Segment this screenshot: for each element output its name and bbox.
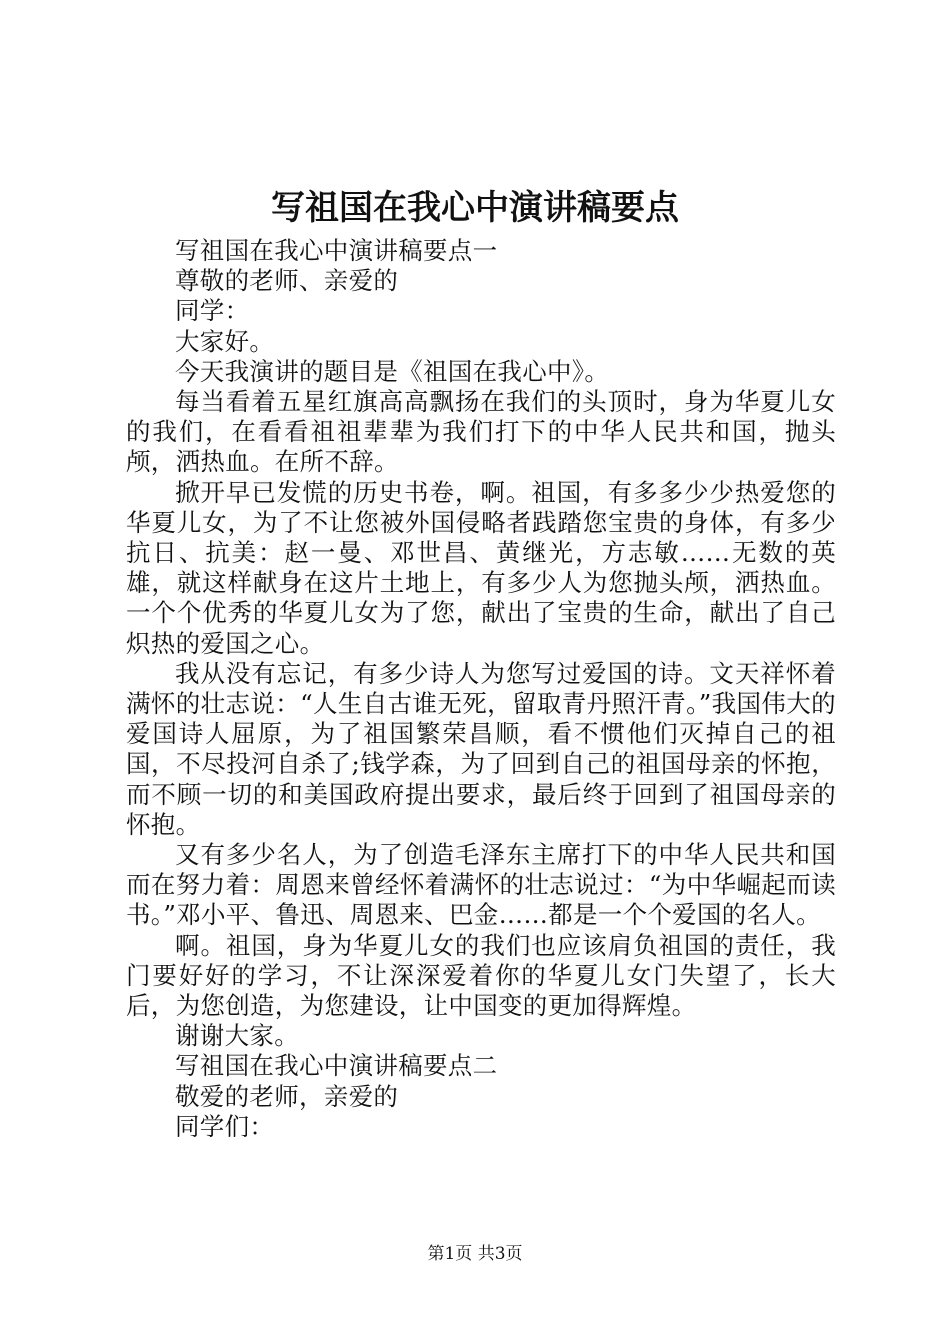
paragraph: 每当看着五星红旗高高飘扬在我们的头顶时，身为华夏儿女的我们，在看看祖祖辈辈为我们打下的中华人民共和国，抛头颅，洒热血。在所不辞。 [126,387,836,477]
paragraph: 敬爱的老师，亲爱的 [175,1081,399,1111]
paragraph: 我从没有忘记，有多少诗人为您写过爱国的诗。文天祥怀着满怀的壮志说：“人生自古谁无死，留取青丹照汗青。”我国伟大的爱国诗人屈原，为了祖国繁荣昌顺，看不惯他们灭掉自己的祖国，不尽投河自杀了;钱学森，为了回到自己的祖国母亲的怀抱，而不顾一切的和美国政府提出要求，最后终于回到了祖国母亲的怀抱。 [126,658,836,839]
paragraph: 同学： [175,296,250,326]
paragraph: 又有多少名人，为了创造毛泽东主席打下的中华人民共和国而在努力着：周恩来曾经怀着满怀的壮志说过：“为中华崛起而读书。”邓小平、鲁迅、周恩来、巴金……都是一个个爱国的名人。 [126,840,836,930]
document-title: 写祖国在我心中演讲稿要点 [271,188,679,228]
paragraph: 掀开早已发慌的历史书卷，啊。祖国，有多多少少热爱您的华夏儿女，为了不让您被外国侵略者践踏您宝贵的身体，有多少抗日、抗美：赵一曼、邓世昌、黄继光，方志敏……无数的英雄，就这样献身在这片土地上，有多少人为您抛头颅，洒热血。一个个优秀的华夏儿女为了您，献出了宝贵的生命，献出了自己炽热的爱国之心。 [126,477,836,658]
paragraph: 今天我演讲的题目是《祖国在我心中》。 [175,356,610,386]
page-footer: 第1页 共3页 [427,1244,523,1264]
paragraph: 写祖国在我心中演讲稿要点二 [175,1051,498,1081]
paragraph: 写祖国在我心中演讲稿要点一 [175,236,498,265]
paragraph: 大家好。 [175,326,275,356]
paragraph: 谢谢大家。 [175,1021,299,1051]
paragraph: 啊。祖国，身为华夏儿女的我们也应该肩负祖国的责任，我门要好好的学习，不让深深爱着你的华夏儿女门失望了，长大后，为您创造，为您建设，让中国变的更加得辉煌。 [126,930,836,1021]
paragraph: 尊敬的老师、亲爱的 [175,266,399,296]
paragraph: 同学们： [175,1111,275,1141]
document-body [126,236,836,1142]
